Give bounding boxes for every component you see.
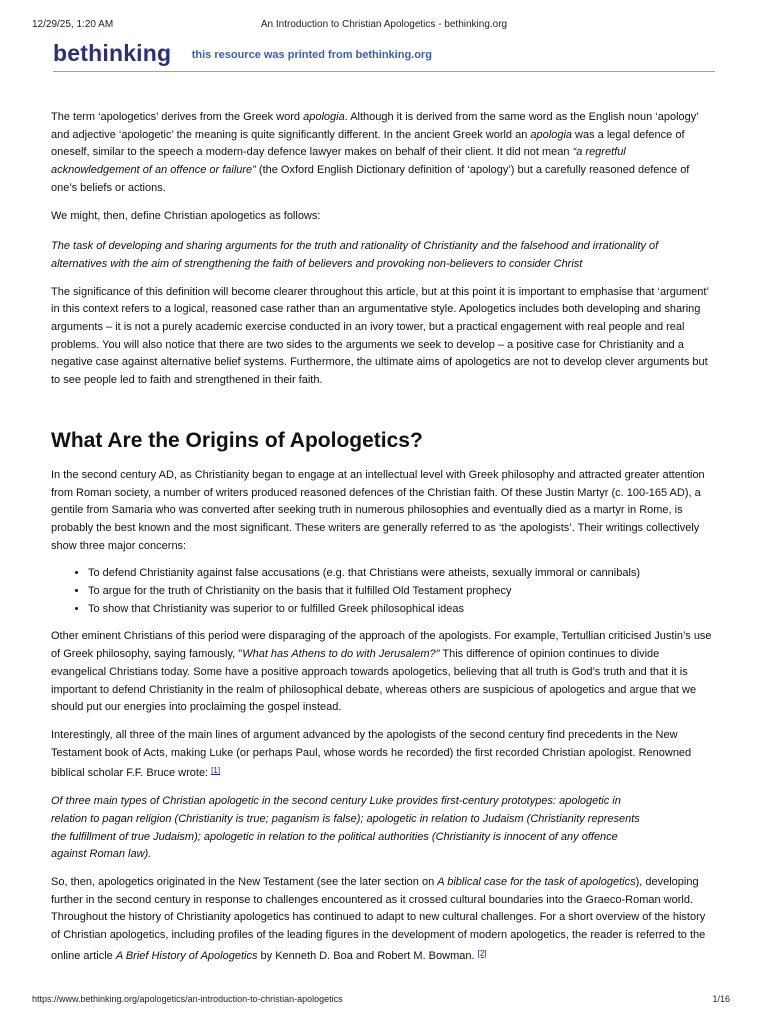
significance-paragraph: The significance of this definition will become clearer throughout this article, but at this point it is important to emphasise that ‘argument’ in this context refers to a logical, reasoned case rather than an argumentative style. Apologetics includes both developing and sharing arguments – it is not a purely academic exercise conducted in an ivory tower, but a practical engagement with real people and real problems. You will also notice that there are two sides to the arguments we seek to develop – a positive case for Christianity and a negative case against alternative belief systems. Furthermore, the ultimate aims of apologetics are not to develop clever arguments but to see people led to faith and strengthened in their faith. <box>51 285 709 387</box>
print-url: https://www.bethinking.org/apologetics/an-introduction-to-christian-apologetics <box>32 994 343 1004</box>
conclusion-paragraph: So, then, apologetics originated in the New Testament (see the later section on A biblical case for the task of apologetics), developing further in the second century in response to challenges encountered as it crossed cultural boundaries into the Graeco-Roman world. Throughout the history of Christianity apologetics has continued to adapt to new cultural challenges. For a short overview of the history of Christian apologetics, including profiles of the leading figures in the development of modern apologetics, the reader is referred to the online article A Brief History of Apologetics by Kenneth D. Boa and Robert M. Bowman. [2] <box>51 875 706 962</box>
bruce-blockquote: Of three main types of Christian apologetic in the second century Luke provides first-century prototypes: apologetic in relation to pagan religion (Christianity is true; paganism is false); apologetic in relation to Judaism (Christianity represents the fulfillment of true Judaism); apologetic in relation to the political authorities (Christianity is innocent of any offence against Roman law). <box>51 795 640 861</box>
second-century-paragraph: In the second century AD, as Christianity began to engage at an intellectual level with Greek philosophy and attracted greater attention from Roman society, a number of writers produced reasoned defences of the Christian faith. Of these Justin Martyr (c. 100-165 AD), a gentile from Samaria who was converted after seeking truth in numerous philosophies and eventually died as a martyr in Rome, is probably the best known and the most significant. These writers are generally referred to as ‘the apologists’. Their writings collectively show three major concerns: <box>51 468 705 552</box>
definition-blockquote: The task of developing and sharing arguments for the truth and rationality of Christianity and the falsehood and irrationality of alternatives with the aim of strengthening the faith of believers and provoking non-believers to consider Christ <box>51 240 659 270</box>
list-item: • To show that Christianity was superior to or fulfilled Greek philosophical ideas <box>88 601 714 619</box>
site-branding <box>53 40 432 70</box>
print-header <box>0 19 768 33</box>
concerns-list <box>51 565 714 618</box>
print-datetime: 12/29/25, 1:20 AM <box>32 19 114 30</box>
footnote-link-1[interactable]: [1] <box>211 766 221 776</box>
intro-paragraph: The term ‘apologetics’ derives from the Greek word apologia. Although it is derived from the same word as the English noun ‘apology’ and adjective ‘apologetic’ the meaning is quite significantly different. In the ancient Greek world an apologia was a legal defence of oneself, similar to the speech a modern-day defence lawyer makes on behalf of their client. It did not mean “a regretful acknowledgement of an offence or failure” (the Oxford English Dictionary definition of ‘apology’) but a carefully reasoned defence of one’s beliefs or actions. <box>51 111 699 194</box>
section-heading-origins: What Are the Origins of Apologetics? <box>51 428 423 452</box>
article-body <box>51 109 714 975</box>
bethinking-logo[interactable]: bethinking <box>53 40 172 66</box>
list-item: • To defend Christianity against false accusations (e.g. that Christians were atheists, sexually immoral or cannibals) <box>88 565 714 583</box>
tertullian-paragraph: Other eminent Christians of this period were disparaging of the approach of the apologists. For example, Tertullian criticised Justin’s use of Greek philosophy, saying famously, "What has Athens to do with Jerusalem?" This difference of opinion continues to divide evangelical Christians today. Some have a positive approach towards apologetics, believing that all truth is God’s truth and that it is important to defend Christianity in the realm of philosophical debate, whereas others are suspicious of apologetics and argue that we should put our energies into proclaiming the gospel instead. <box>51 630 712 714</box>
print-footer <box>32 994 736 1004</box>
header-divider <box>53 71 715 72</box>
definition-lead: We might, then, define Christian apologetics as follows: <box>51 209 321 222</box>
page-number: 1/16 <box>712 994 730 1004</box>
print-page-title: An Introduction to Christian Apologetics - bethinking.org <box>260 19 508 30</box>
list-item: • To argue for the truth of Christianity on the basis that it fulfilled Old Testament prophecy <box>88 583 714 601</box>
acts-paragraph: Interestingly, all three of the main lines of argument advanced by the apologists of the second century find precedents in the New Testament book of Acts, making Luke (or perhaps Paul, whose words he recorded) the first recorded Christian apologist. Renowned biblical scholar F.F. Bruce wrote: [1] <box>51 728 692 780</box>
printed-from-tagline: this resource was printed from bethinking.org <box>191 49 432 61</box>
footnote-link-2[interactable]: [2] <box>477 948 487 958</box>
